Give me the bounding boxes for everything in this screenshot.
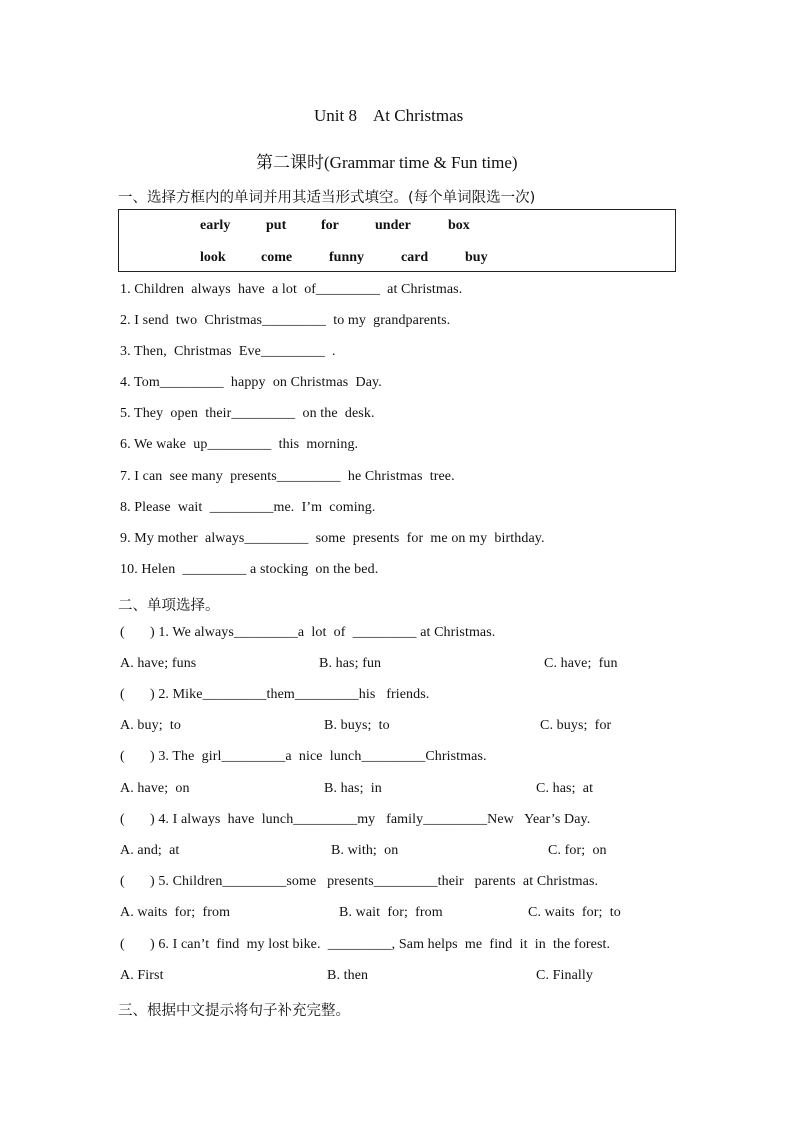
question-stem: ( ) 1. We always_________a lot of _________ at Christmas. [120, 625, 496, 640]
option-a: A. waits for; from [120, 905, 231, 920]
word-box-item: buy [465, 250, 488, 265]
option-a: A. have; on [120, 781, 190, 796]
word-box-item: funny [329, 250, 365, 265]
word-box-item: look [200, 250, 226, 265]
fill-in-item: 9. My mother always_________ some presents for me on my birthday. [120, 531, 545, 546]
option-b: B. wait for; from [339, 905, 443, 920]
word-box-item: for [321, 218, 339, 233]
word-box-item: box [448, 218, 470, 233]
option-c: C. for; on [548, 843, 607, 858]
option-c: C. Finally [536, 968, 594, 983]
word-box-item: under [375, 218, 411, 233]
fill-in-item: 5. They open their_________ on the desk. [120, 406, 375, 421]
option-a: A. and; at [120, 843, 180, 858]
fill-in-item: 2. I send two Christmas_________ to my grandparents. [120, 313, 451, 328]
section-3-heading: 三、根据中文提示将句子补充完整。 [118, 1003, 350, 1019]
option-b: B. has; fun [319, 656, 382, 671]
option-c: C. have; fun [544, 656, 618, 671]
page-title: Unit 8 At Christmas [314, 106, 464, 125]
word-box-item: card [401, 250, 429, 265]
option-b: B. with; on [331, 843, 399, 858]
option-a: A. buy; to [120, 718, 181, 733]
question-stem: ( ) 2. Mike_________them_________his friends. [120, 687, 430, 702]
page-subtitle: 第二课时(Grammar time & Fun time) [256, 153, 518, 172]
option-c: C. buys; for [540, 718, 612, 733]
question-stem: ( ) 6. I can’t find my lost bike. _________, Sam helps me find it in the forest. [120, 937, 611, 952]
question-stem: ( ) 5. Children_________some presents_________their parents at Christmas. [120, 874, 599, 889]
fill-in-item: 10. Helen _________ a stocking on the bed. [120, 562, 379, 577]
fill-in-item: 6. We wake up_________ this morning. [120, 437, 359, 452]
fill-in-item: 1. Children always have a lot of_________ at Christmas. [120, 282, 463, 297]
option-c: C. waits for; to [528, 905, 621, 920]
fill-in-item: 4. Tom_________ happy on Christmas Day. [120, 375, 382, 390]
option-c: C. has; at [536, 781, 594, 796]
fill-in-item: 3. Then, Christmas Eve_________ . [120, 344, 336, 359]
option-b: B. buys; to [324, 718, 390, 733]
word-box-item: early [200, 218, 231, 233]
fill-in-item: 8. Please wait _________me. I’m coming. [120, 500, 376, 515]
option-a: A. have; funs [120, 656, 197, 671]
section-2-heading: 二、单项选择。 [118, 598, 220, 614]
option-b: B. has; in [324, 781, 382, 796]
section-1-heading: 一、选择方框内的单词并用其适当形式填空。(每个单词限选一次) [118, 190, 536, 206]
question-stem: ( ) 3. The girl_________a nice lunch_________Christmas. [120, 749, 487, 764]
option-b: B. then [327, 968, 369, 983]
word-box-item: put [266, 218, 287, 233]
word-box-item: come [261, 250, 293, 265]
question-stem: ( ) 4. I always have lunch_________my family_________New Year’s Day. [120, 812, 591, 827]
option-a: A. First [120, 968, 164, 983]
fill-in-item: 7. I can see many presents_________ he Christmas tree. [120, 469, 455, 484]
